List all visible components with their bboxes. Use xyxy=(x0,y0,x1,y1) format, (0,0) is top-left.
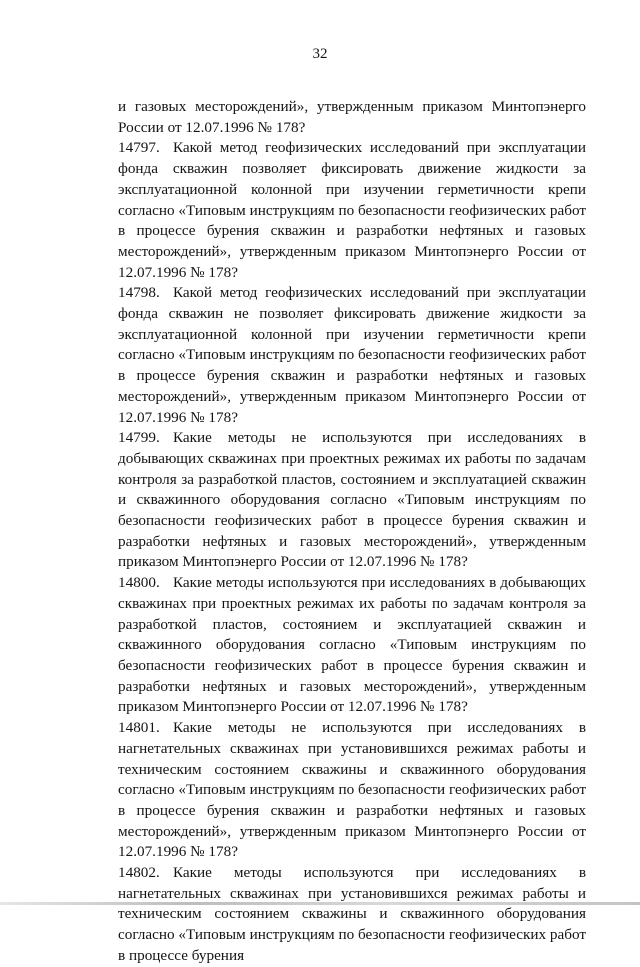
question-text: Какие методы используются при исследованиях в добывающих скважинах при проектных режимах их работы по задачам контроля за разработкой пластов, состоянием и эксплуатацией скважин и скважинного оборудования согласно «Типовым инструкциям по безопасности геофизических работ в процессе бурения скважин и разработки нефтяных и газовых месторождений», утвержденным приказом Минтопэнерго России от 12.07.1996 № 178? xyxy=(118,574,586,716)
question-text: Какие методы не используются при исследованиях в нагнетательных скважинах при установившихся режимах работы и техническим состоянием скважины и скважинного оборудования согласно «Типовым инструкциям по безопасности геофизических работ в процессе бурения скважин и разработки нефтяных и газовых месторождений», утвержденным приказом Минтопэнерго России от 12.07.1996 № 178? xyxy=(118,719,586,861)
page-number: 32 xyxy=(312,46,328,62)
question-14798 xyxy=(118,283,586,428)
question-number: 14800. xyxy=(118,574,160,592)
question-text: Какие методы не используются при исследованиях в добывающих скважинах при проектных режимах их работы по задачам контроля за разработкой пластов, состоянием и эксплуатацией скважин и скважинного оборудования согласно «Типовым инструкциям по безопасности геофизических работ в процессе бурения скважин и разработки нефтяных и газовых месторождений», утвержденным приказом Минтопэнерго России от 12.07.1996 № 178? xyxy=(118,429,586,571)
question-number: 14797. xyxy=(118,139,160,157)
question-14800 xyxy=(118,573,586,718)
question-number: 14798. xyxy=(118,284,160,302)
continuation-paragraph: и газовых месторождений», утвержденным приказом Минтопэнерго России от 12.07.1996 № 178? xyxy=(118,98,586,136)
question-text: Какой метод геофизических исследований при эксплуатации фонда скважин позволяет фиксировать движение жидкости за эксплуатационной колонной при изучении герметичности крепи согласно «Типовым инструкциям по безопасности геофизических работ в процессе бурения скважин и разработки нефтяных и газовых месторождений», утвержденным приказом Минтопэнерго России от 12.07.1996 № 178? xyxy=(118,139,586,281)
question-number: 14802. xyxy=(118,864,160,882)
question-14797 xyxy=(118,138,586,283)
question-text: Какой метод геофизических исследований при эксплуатации фонда скважин не позволяет фиксировать движение жидкости за эксплуатационной колонной при изучении герметичности крепи согласно «Типовым инструкциям по безопасности геофизических работ в процессе бурения скважин и разработки нефтяных и газовых месторождений», утвержденным приказом Минтопэнерго России от 12.07.1996 № 178? xyxy=(118,284,586,426)
question-number: 14799. xyxy=(118,429,160,447)
question-14801 xyxy=(118,718,586,863)
question-14802 xyxy=(118,863,586,967)
question-number: 14801. xyxy=(118,719,160,737)
question-14799 xyxy=(118,428,586,573)
document-body xyxy=(118,97,586,967)
question-text: Какие методы используются при исследованиях в нагнетательных скважинах при установившихся режимах работы и техническим состоянием скважины и скважинного оборудования согласно «Типовым инструкциям по безопасности геофизических работ в процессе бурения xyxy=(118,864,586,964)
